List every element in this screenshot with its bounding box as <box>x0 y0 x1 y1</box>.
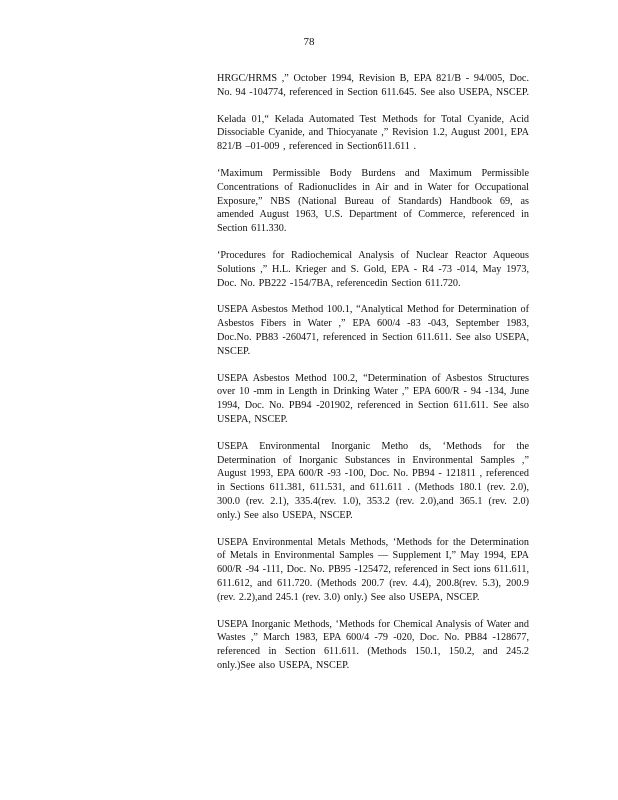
reference-entry: USEPA Asbestos Method 100.2, “Determination of Asbestos Structures over 10 -mm in Length in Drinking Water ,” EPA 600/R - 94 -134, June 1994, Doc. No. PB94 -201902, referenced in Section 611.611. See also USEPA, NSCEP. <box>217 372 529 425</box>
reference-entry: Kelada 01,“ Kelada Automated Test Methods for Total Cyanide, Acid Dissociable Cyanide, and Thiocyanate ,” Revision 1.2, August 2001, EPA 821/B –01-009 , referenced in Section611.611 . <box>217 113 529 153</box>
reference-entry: ‘Procedures for Radiochemical Analysis of Nuclear Reactor Aqueous Solutions ,” H.L. Krieger and S. Gold, EPA - R4 -73 -014, May 1973, Doc. No. PB222 -154/7BA, referencedin Section 611.720. <box>217 249 529 289</box>
reference-entry: ‘Maximum Permissible Body Burdens and Maximum Permissible Concentrations of Radionuclides in Air and in Water for Occupational Exposure,” NBS (National Bureau of Standards) Handbook 69, as amended August 1963, U.S. Department of Commerce, referenced in Section 611.330. <box>217 167 529 235</box>
page-number: 78 <box>303 36 315 48</box>
reference-entry: USEPA Environmental Metals Methods, ‘Methods for the Determination of Metals in Environmental Samples — Supplement I,” May 1994, EPA 600/R -94 -111, Doc. No. PB95 -125472, referenced in Sect ions 611.611, 611.612, and 611.720. (Methods 200.7 (rev. 4.4), 200.8(rev. 5.3), 200.9 (rev. 2.2),and 245.1 (rev. 3.0) only.) See also USEPA, NSCEP. <box>217 536 529 603</box>
reference-entry: USEPA Environmental Inorganic Metho ds, ‘Methods for the Determination of Inorganic Substances in Environmental Samples ,” August 1993, EPA 600/R -93 -100, Doc. No. PB94 - 121811 , referenced in Sections 611.381, 611.531, and 611.611 . (Methods 180.1 (rev. 2.0), 300.0 (rev. 2.1), 335.4(rev. 1.0), 353.2 (rev. 2.0),and 365.1 (rev. 2.0) only.) See also USEPA, NSCEP. <box>217 440 529 521</box>
reference-entry: USEPA Inorganic Methods, ‘Methods for Chemical Analysis of Water and Wastes ,” March 1983, EPA 600/4 -79 -020, Doc. No. PB84 -128677, referenced in Section 611.611. (Methods 150.1, 150.2, and 245.2 only.)See also USEPA, NSCEP. <box>217 618 529 671</box>
reference-entry: HRGC/HRMS ,” October 1994, Revision B, EPA 821/B - 94/005, Doc. No. 94 -104774, referenced in Section 611.645. See also USEPA, NSCEP. <box>217 73 530 98</box>
reference-entry: USEPA Asbestos Method 100.1, “Analytical Method for Determination of Asbestos Fibers in Water ,” EPA 600/4 -83 -043, September 1983, Doc.No. PB83 -260471, referenced in Section 611.611. See also USEPA, NSCEP. <box>217 304 529 357</box>
reference-list <box>217 72 529 686</box>
